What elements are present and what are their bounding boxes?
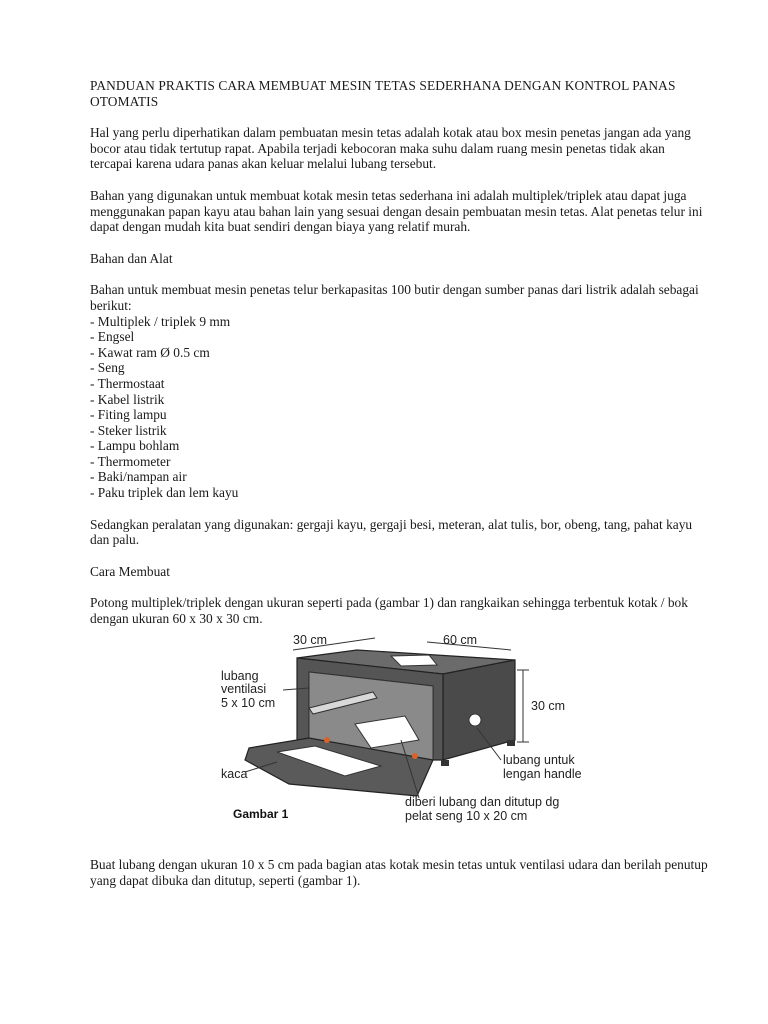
label-plate-line2: pelat seng 10 x 20 cm	[405, 809, 528, 823]
paragraph-materials-box: Bahan yang digunakan untuk membuat kotak mesin tetas sederhana ini adalah multiplek/triplek atau dapat juga menggunakan papan kayu atau bahan lain yang sesuai dengan desain pembuatan mesin tetas. Alat penetas telur ini dapat dengan mudah kita buat sendiri dengan biaya yang relatif murah.	[90, 187, 703, 235]
list-item: - Steker listrik	[90, 422, 167, 438]
paragraph-intro: Hal yang perlu diperhatikan dalam pembuatan mesin tetas adalah kotak atau box mesin penetas jangan ada yang bocor atau tidak tertutup rapat. Apabila terjadi kebocoran maka suhu dalam ruang mesin penetas tidak akan tercapai karena udara panas akan keluar melalui lubang tersebut.	[90, 125, 691, 172]
incubator-diagram	[205, 620, 605, 830]
hinge-marker	[412, 753, 418, 759]
list-item: - Fiting lampu	[90, 407, 167, 423]
box-side	[443, 660, 515, 760]
materials-list	[90, 314, 710, 501]
list-item: - Thermostaat	[90, 375, 165, 391]
hinge-marker	[324, 737, 330, 743]
box-leg	[441, 760, 449, 766]
box-leg	[507, 740, 515, 746]
label-vent-line3: 5 x 10 cm	[221, 696, 276, 710]
label-handle-line1: lubang untuk	[503, 753, 575, 767]
handle-hole	[469, 714, 481, 726]
heading-bahan-alat: Bahan dan Alat	[90, 250, 173, 266]
figure-caption: Gambar 1	[233, 807, 289, 821]
list-item: - Engsel	[90, 329, 135, 345]
paragraph-materials-intro: Bahan untuk membuat mesin penetas telur berkapasitas 100 butir dengan sumber panas dari listrik adalah sebagai berikut:	[90, 282, 699, 313]
list-item: - Thermometer	[90, 453, 171, 469]
label-width: 60 cm	[443, 633, 478, 647]
list-item: - Kabel listrik	[90, 391, 165, 407]
label-vent-line2: ventilasi	[221, 682, 267, 696]
list-item: - Baki/nampan air	[90, 469, 187, 485]
document-body	[90, 78, 710, 643]
heading-cara-membuat: Cara Membuat	[90, 563, 170, 579]
document-title: PANDUAN PRAKTIS CARA MEMBUAT MESIN TETAS SEDERHANA DENGAN KONTROL PANAS OTOMATIS	[90, 78, 676, 109]
list-item: - Lampu bohlam	[90, 438, 180, 454]
label-depth: 30 cm	[293, 633, 328, 647]
paragraph-tools: Sedangkan peralatan yang digunakan: gergaji kayu, gergaji besi, meteran, alat tulis, bor, obeng, tang, pahat kayu dan palu.	[90, 516, 693, 548]
label-height: 30 cm	[531, 699, 566, 713]
list-item: - Paku triplek dan lem kayu	[90, 485, 239, 501]
list-item: - Multiplek / triplek 9 mm	[90, 313, 231, 329]
list-item: - Seng	[90, 360, 125, 376]
list-item: - Kawat ram Ø 0.5 cm	[90, 344, 210, 360]
label-plate-line1: diberi lubang dan ditutup dg	[405, 795, 560, 809]
label-glass: kaca	[221, 767, 248, 781]
paragraph-ventilation: Buat lubang dengan ukuran 10 x 5 cm pada bagian atas kotak mesin tetas untuk ventilasi udara dan berilah penutup yang dapat dibuka dan ditutup, seperti (gambar 1).	[90, 857, 708, 888]
paragraph-cut-instructions: Potong multiplek/triplek dengan ukuran seperti pada (gambar 1) dan rangkaikan sehingga terbentuk kotak / bok dengan ukuran 60 x 30 x 30 cm.	[90, 595, 688, 627]
figure-incubator-box	[205, 620, 605, 830]
label-vent-line1: lubang	[221, 669, 259, 683]
document-body-continued	[90, 857, 710, 888]
label-handle-line2: lengan handle	[503, 767, 582, 781]
